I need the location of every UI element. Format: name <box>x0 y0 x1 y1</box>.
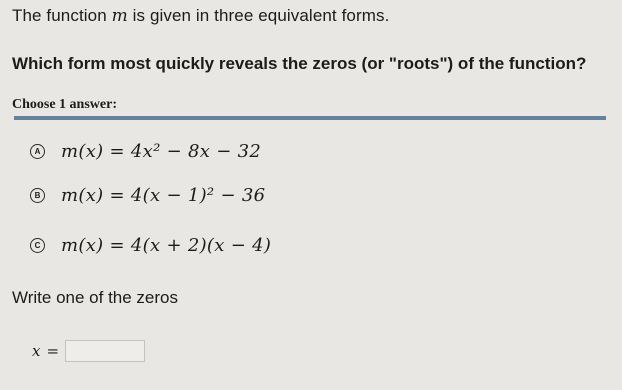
prompt-pre: The function <box>12 6 112 25</box>
question-text: Which form most quickly reveals the zeros (or "roots") of the function? <box>12 54 587 73</box>
choice-c[interactable] <box>30 230 271 260</box>
answer-equals: = <box>46 342 60 360</box>
choose-label: Choose 1 answer: <box>12 97 117 112</box>
choice-b[interactable] <box>30 180 265 210</box>
followup-text: Write one of the zeros <box>12 288 178 307</box>
choice-a-radio-icon[interactable]: A <box>30 144 45 159</box>
prompt-function-name: m <box>111 6 128 26</box>
choice-c-expression: m(x) = 4(x + 2)(x − 4) <box>61 234 272 256</box>
choice-b-expression: m(x) = 4(x − 1)² − 36 <box>61 184 266 206</box>
choice-a[interactable] <box>30 136 261 166</box>
choice-a-expression: m(x) = 4x² − 8x − 32 <box>61 140 262 162</box>
answer-variable: x <box>32 342 41 360</box>
answer-row <box>32 340 145 362</box>
choice-c-radio-icon[interactable]: C <box>30 238 45 253</box>
choice-b-radio-icon[interactable]: B <box>30 188 45 203</box>
prompt-post: is given in three equivalent forms. <box>127 6 390 25</box>
answer-input[interactable] <box>65 340 145 362</box>
divider <box>14 116 606 120</box>
prompt-text <box>12 6 389 26</box>
